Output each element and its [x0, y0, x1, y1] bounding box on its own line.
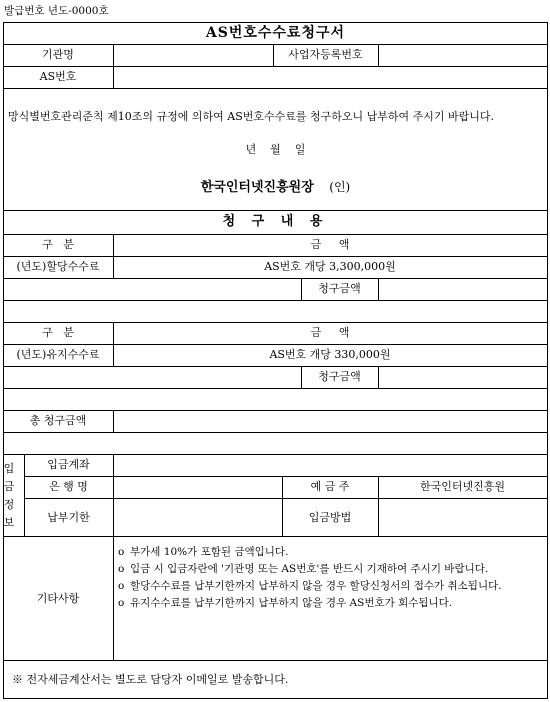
- deposit-side-char: 정: [3, 498, 15, 511]
- deposit-side-char: 금: [3, 480, 15, 493]
- maintenance-col-amount: 금 액: [310, 326, 350, 339]
- business-reg-no-label: 사업자등록번호: [288, 48, 363, 61]
- allocation-item-label: (년도)할당수수료: [16, 260, 100, 273]
- total-field[interactable]: [114, 411, 547, 432]
- signature-line: [3, 176, 548, 195]
- bullet-icon: o: [118, 546, 125, 558]
- account-label: 입금계좌: [47, 458, 90, 471]
- allocation-claim-label: 청구금액: [318, 282, 361, 295]
- business-reg-no-field[interactable]: [379, 45, 547, 66]
- maintenance-item-label: (년도)유지수수료: [16, 348, 100, 361]
- request-paragraph: 망식별번호관리준칙 제10조의 규정에 의하여 AS번호수수료를 청구하오니 납부하여 주시기 바랍니다.: [8, 110, 494, 123]
- seal-mark: (인): [329, 180, 351, 194]
- method-label: 입금방법: [308, 511, 352, 524]
- note-item: [118, 561, 546, 578]
- maintenance-col-category: 구 분: [42, 326, 74, 339]
- page-title: AS번호수수료청구서: [205, 25, 346, 41]
- note-item: [118, 595, 546, 612]
- total-label: 총 청구금액: [29, 414, 87, 427]
- deadline-label: 납부기한: [47, 511, 90, 524]
- as-number-field[interactable]: [114, 67, 547, 88]
- note-item: [118, 544, 546, 561]
- section-title: 청 구 내 용: [222, 214, 329, 229]
- method-field[interactable]: [379, 499, 547, 536]
- note-text: 할당수수료를 납부기한까지 납부하지 않을 경우 할당신청서의 접수가 취소됩니다.: [130, 580, 502, 592]
- allocation-claim-field[interactable]: [379, 279, 547, 300]
- note-text: 유지수수료를 납부기한까지 납부하지 않을 경우 AS번호가 회수됩니다.: [130, 597, 453, 609]
- footer-note: ※ 전자세금계산서는 별도로 담당자 이메일로 발송합니다.: [12, 673, 289, 686]
- bullet-icon: o: [118, 563, 125, 575]
- maintenance-claim-field[interactable]: [379, 367, 547, 388]
- notes-list: [118, 544, 546, 612]
- note-text: 부가세 10%가 포함된 금액입니다.: [130, 546, 289, 558]
- maintenance-item-amount: AS번호 개당 330,000원: [269, 348, 391, 361]
- date-line: 년 월 일: [245, 143, 306, 156]
- doc-number: 발급번호 년도-0000호: [4, 5, 109, 17]
- allocation-item-amount: AS번호 개당 3,300,000원: [264, 260, 396, 273]
- misc-label: 기타사항: [36, 592, 80, 605]
- bullet-icon: o: [118, 580, 125, 592]
- note-text: 입금 시 입금자란에 '기관명 또는 AS번호'를 반드시 기재하여 주시기 바랍니다.: [130, 563, 489, 575]
- org-name-label: 기관명: [42, 48, 74, 61]
- org-name-field[interactable]: [114, 45, 273, 66]
- as-number-label: AS번호: [39, 70, 77, 83]
- maintenance-claim-label: 청구금액: [318, 370, 361, 383]
- bank-field[interactable]: [114, 477, 282, 498]
- account-field[interactable]: [114, 455, 547, 476]
- bank-label: 은 행 명: [49, 480, 88, 493]
- bullet-icon: o: [118, 597, 125, 609]
- holder-value: 한국인터넷진흥원: [419, 480, 505, 493]
- note-item: [118, 578, 546, 595]
- allocation-col-amount: 금 액: [310, 238, 350, 251]
- holder-label: 예 금 주: [310, 480, 350, 493]
- allocation-col-category: 구 분: [42, 238, 74, 251]
- signatory: 한국인터넷진흥원장: [200, 180, 314, 195]
- deposit-side-char: 입: [3, 462, 15, 475]
- deadline-field[interactable]: [114, 499, 282, 536]
- deposit-side-char: 보: [3, 516, 15, 529]
